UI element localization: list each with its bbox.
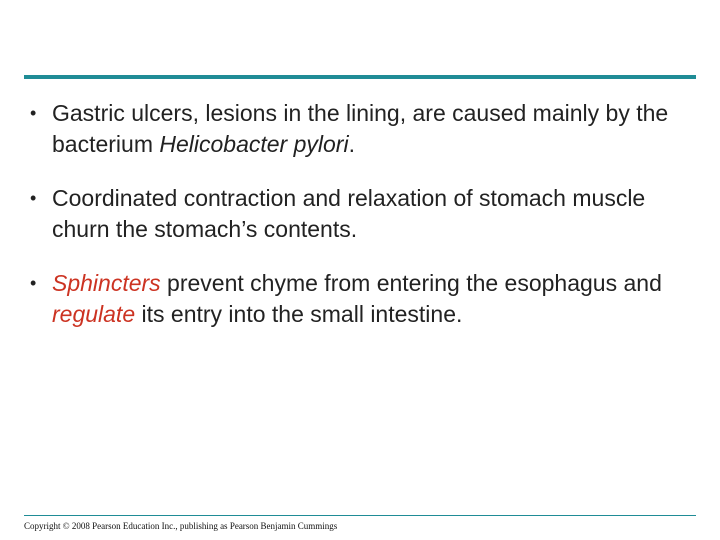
bullet-text: prevent chyme from entering the esophagus and <box>160 270 662 296</box>
bullet-text-end: its entry into the small intestine. <box>135 301 463 327</box>
top-divider <box>24 75 696 79</box>
bottom-divider <box>24 515 696 516</box>
bullet-text-end: . <box>348 131 355 157</box>
bullet-marker: • <box>30 103 37 123</box>
copyright-notice: Copyright © 2008 Pearson Education Inc., publishing as Pearson Benjamin Cummings <box>24 521 338 531</box>
bullet-text: Coordinated contraction and relaxation of stomach muscle churn the stomach’s contents. <box>52 185 646 242</box>
bacterium-name: Helicobacter pylori <box>159 131 349 157</box>
bullet-item-contraction <box>28 183 688 245</box>
bullet-marker: • <box>30 188 37 208</box>
term-regulate: regulate <box>52 301 136 327</box>
bullet-marker: • <box>30 273 37 293</box>
bullet-text: Gastric ulcers, lesions in the lining, are caused mainly by the bacterium <box>52 100 669 157</box>
bullet-list <box>28 98 688 353</box>
bullet-item-sphincters <box>28 268 688 330</box>
bullet-item-gastric-ulcers <box>28 98 688 160</box>
term-sphincters: Sphincters <box>52 270 161 296</box>
